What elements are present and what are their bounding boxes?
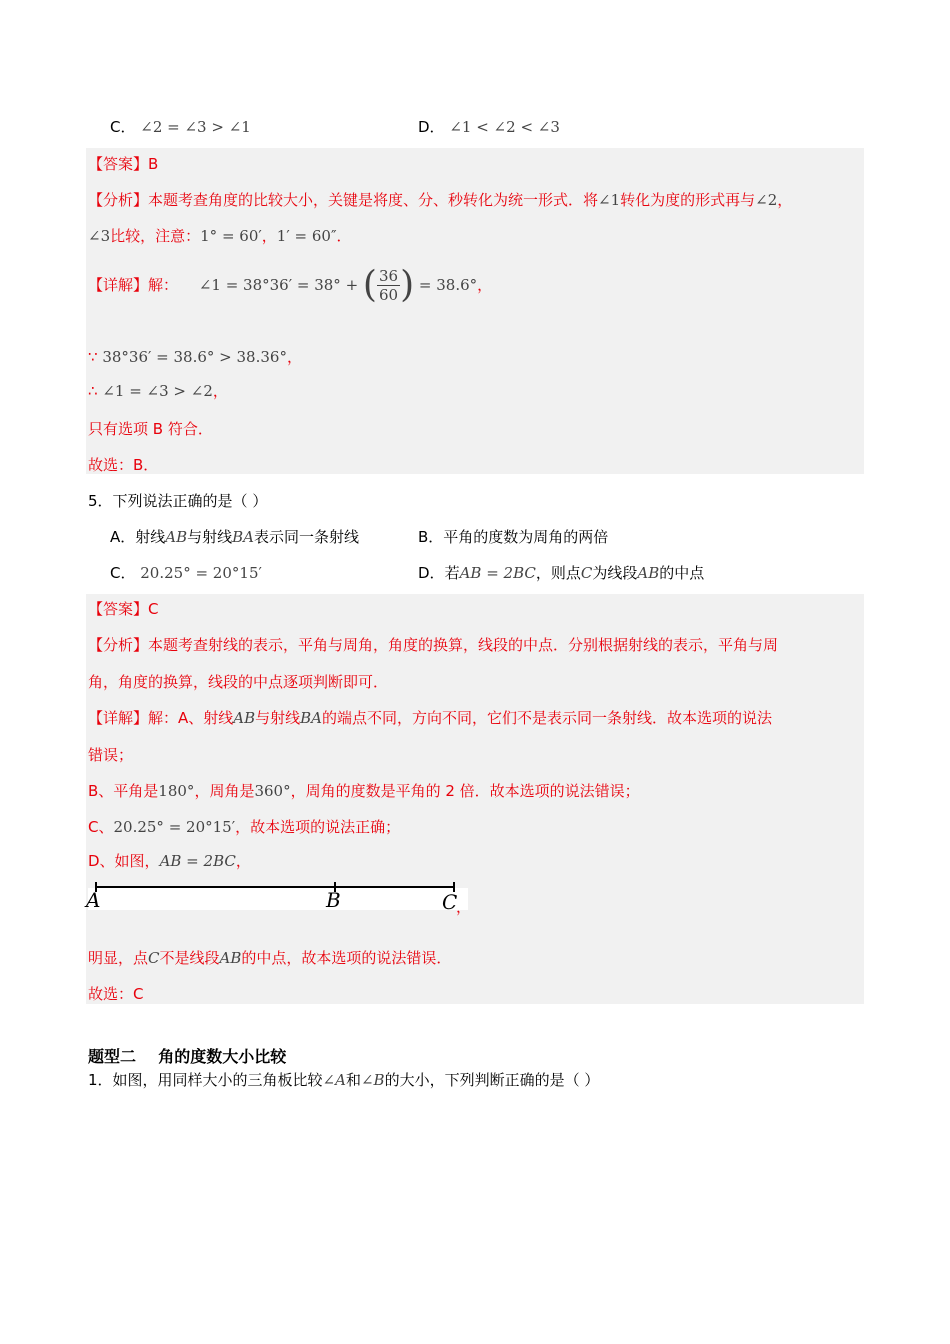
q5-choose-line: 故选：C — [88, 985, 144, 1003]
q5-option-b: B．平角的度数为周角的两倍 — [418, 528, 609, 546]
detail-tag: 【详解】 — [88, 276, 149, 294]
q5-option-c: C． 20.25° = 20°15′ — [110, 564, 262, 582]
q4-analysis-line-2: ∠3比较，注意：1° = 60′，1′ = 60″． — [88, 227, 352, 245]
answer-value: B — [148, 155, 159, 173]
q5-option-d: D．若AB = 2BC，则点C为线段AB的中点 — [418, 564, 705, 582]
analysis-tag: 【分析】 — [88, 636, 149, 654]
q5-obvious-line: 明显，点C不是线段AB的中点，故本选项的说法错误． — [88, 949, 452, 967]
figure-comma: ， — [456, 898, 472, 916]
segment-figure — [84, 874, 474, 918]
section-q1-stem: 1．如图，用同样大小的三角板比较∠A和∠B的大小，下列判断正确的是（ ） — [88, 1071, 600, 1089]
q5-analysis-line-1: 【分析】本题考查射线的表示，平角与周角，角度的换算，线段的中点．分别根据射线的表示，平角与周 — [88, 636, 779, 654]
q5-detail-d: D、如图，AB = 2BC， — [88, 852, 251, 870]
q4-option-d: D． ∠1 < ∠2 < ∠3 — [418, 118, 560, 136]
therefore-symbol: ∴ — [88, 382, 98, 400]
detail-tag: 【详解】 — [88, 709, 149, 727]
answer-value: C — [148, 600, 159, 618]
answer-tag: 【答案】 — [88, 600, 149, 618]
q5-analysis-line-2: 角，角度的换算，线段的中点逐项判断即可． — [88, 673, 389, 691]
q4-therefore-line: ∴ ∠1 = ∠3 > ∠2， — [88, 382, 228, 400]
q4-detail-line: 【详解】解： ∠1 = 38°36′ = 38° + ( $\frac{36}{60}$ ) = 38.6°， — [88, 264, 493, 306]
figure-background — [88, 888, 468, 910]
because-symbol: ∵ — [88, 348, 98, 366]
q5-detail-c: C、20.25° = 20°15′，故本选项的说法正确； — [88, 818, 401, 836]
q4-option-c-math: ∠2 = ∠3 > ∠1 — [140, 118, 251, 136]
q4-analysis-line-1: 【分析】本题考查角度的比较大小，关键是将度、分、秒转化为统一形式．将∠1转化为度的形式再与∠2， — [88, 191, 793, 209]
q4-answer-line — [88, 153, 158, 174]
q5-option-a: A．射线AB与射线BA表示同一条射线 — [110, 528, 360, 546]
q4-only-line: 只有选项 B 符合． — [88, 420, 213, 438]
point-label-b: B — [326, 888, 341, 912]
fraction-36-60: $\frac{36}{60}$ — [378, 267, 399, 304]
point-label-a: A — [86, 888, 101, 912]
point-label-c: C — [442, 890, 458, 914]
q5-answer-line — [88, 598, 159, 619]
analysis-tag: 【分析】 — [88, 191, 149, 209]
q4-option-d-math: ∠1 < ∠2 < ∠3 — [449, 118, 560, 136]
section-title: 题型二 角的度数大小比较 — [88, 1047, 287, 1066]
q5-stem: 5．下列说法正确的是（ ） — [88, 492, 268, 510]
q4-choose-line: 故选：B． — [88, 456, 159, 474]
q4-since-line: ∵ 38°36′ = 38.6° > 38.36°， — [88, 348, 302, 366]
q5-detail-line-2: 错误； — [88, 746, 134, 764]
q5-detail-line-1: 【详解】解：A、射线AB与射线BA的端点不同，方向不同，它们不是表示同一条射线．故本选项的说法 — [88, 709, 773, 727]
answer-tag: 【答案】 — [88, 155, 149, 173]
q4-option-c: C． ∠2 = ∠3 > ∠1 — [110, 118, 251, 136]
q5-detail-b: B、平角是180°，周角是360°，周角的度数是平角的 2 倍．故本选项的说法错误； — [88, 782, 640, 800]
